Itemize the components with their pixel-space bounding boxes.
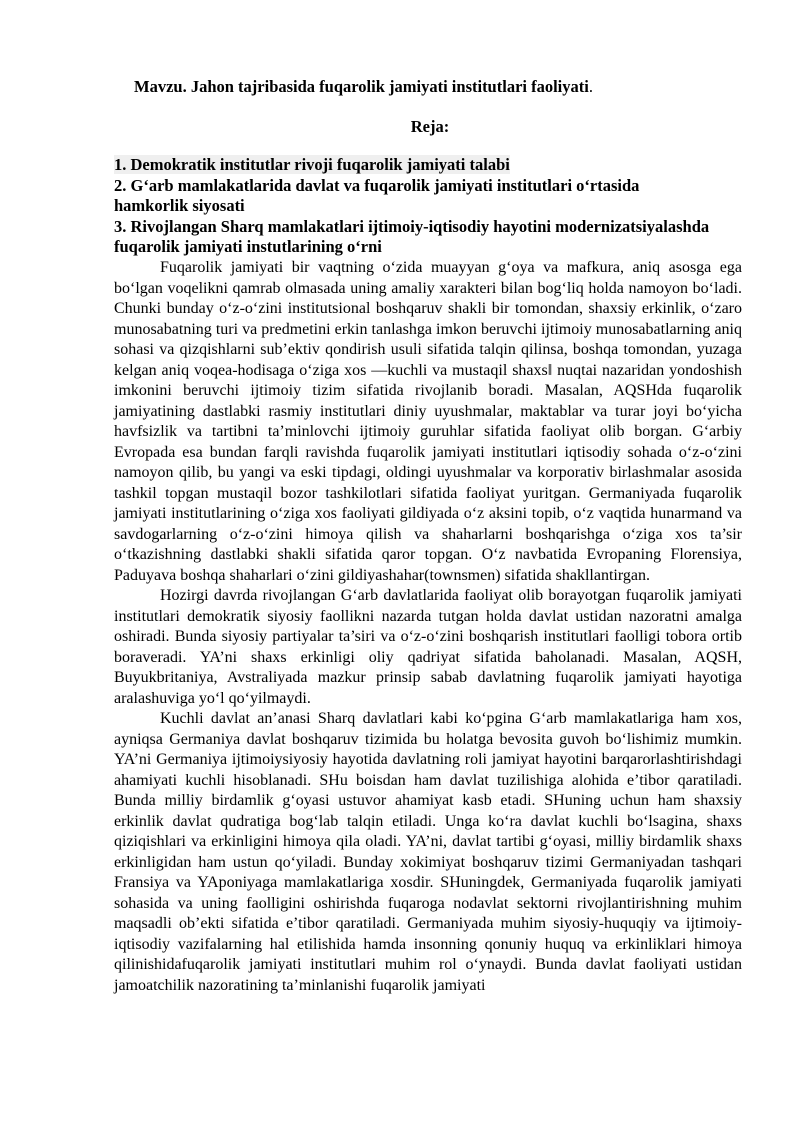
plan-item-3 bbox=[114, 217, 714, 258]
paragraph-3: Kuchli davlat an’anasi Sharq davlatlari kabi ko‘pgina G‘arb mamlakatlariga ham xos, ayniqsa Germaniya davlat boshqaruv tizimida bu holatga bevosita guvoh bo‘lishimiz mumkin. YA’ni Germaniya ijtimoiysiyosiy hayotida davlatning roli jamiyat hayotini barqarorlashtirishdagi ahamiyati kuchli hisoblanadi. SHu boisdan ham davlat tuzilishiga alohida e’tibor qaratiladi. Bunda milliy birdamlik g‘oyasi ustuvor ahamiyat kasb etadi. SHuning uchun ham shaxsiy erkinlik davlat qudratiga bog‘lab talqin etiladi. Unga ko‘ra davlat kuchli bo‘lsagina, shaxs qiziqishlari va erkinligini himoya qila oladi. YA’ni, davlat tartibi g‘oyasi, milliy birdamlik shaxs erkinligidan ham ustun qo‘yiladi. Bunday xokimiyat boshqaruv tizimi Germaniyadan tashqari Fransiya va YAponiyaga mamlakatlariga xosdir. SHuningdek, Germaniyada fuqarolik jamiyati sohasida va uning faolligini oshirishda fuqaroga nodavlat sektorni rivojlantirishning muhim maqsadli ob’ekti sifatida e’tibor qaratiladi. Germaniyada muhim siyosiy-huquqiy va ijtimoiy-iqtisodiy vazifalarning hal etilishida hamda insonning qonuniy huquq va erkinliklari himoya qilinishidafuqarolik jamiyati institutlari muhim rol o‘ynaydi. Bunda davlat faoliyati ustidan jamoatchilik nazoratining ta’minlanishi fuqarolik jamiyati bbox=[114, 710, 742, 994]
plan-item-text: 3. Rivojlangan Sharq mamlakatlari ijtimoiy-iqtisodiy hayotini modernizatsiyalashda fuqarolik jamiyati instutlarining o‘rni bbox=[114, 216, 710, 256]
paragraph-1: Fuqarolik jamiyati bir vaqtning o‘zida muayyan g‘oya va mafkura, aniq asosga ega bo‘lgan voqelikni qamrab olmasada uning amaliy xarakteri bilan bog‘liq holda namoyon bo‘ladi. Chunki bunday o‘z-o‘zini institutsional boshqaruv shakli bir tomondan, shaxsiy erkinlik, o‘zaro munosabatning turi va predmetini erkin tanlashga imkon beruvchi ijtimoiy munosabatlarning aniq sohasi va qizqishlarni sub’ektiv qondirish usuli sifatida talqin qilinsa, boshqa tomondan, yuzaga kelgan aniq voqea-hodisaga o‘ziga xos ―kuchli va mustaqil shaxs‖ nuqtai nazaridan yondoshish imkonini beruvchi ijtimoiy tizim sifatida rivojlanib boradi. Masalan, AQSHda fuqarolik jamiyatining dastlabki rasmiy institutlari diniy uyushmalar, maktablar va turar joyi bo‘yicha havfsizlik va tartibni ta’minlovchi ijtimoiy guruhlar sifatida faoliyat olib borgan. G‘arbiy Evropada esa bundan farqli ravishda fuqarolik jamiyati institutlari iqtisodiy sohada o‘z-o‘zini namoyon qilib, bu yangi va eski tipdagi, oldingi uyushmalar va korporativ birlashmalar asosida tashkil topgan mustaqil bozor tashkilotlari sifatida faoliyat yuritgan. Germaniyada fuqarolik jamiyati institutlarining o‘ziga xos faoliyati gildiyada o‘z aksini topib, o‘z vaqtida hunarmand va savdogarlarning o‘z-o‘zini himoya qilish va shaharlarni boshqarishga o‘ziga xos ta’sir o‘tkazishning dastlabki shakli sifatida qaror topgan. O‘z navbatida Evropaning Florensiya, Paduyava boshqa shaharlari o‘zini gildiyashahar(townsmen) sifatida shakllantirgan. bbox=[114, 259, 742, 584]
plan-item-text: 1. Demokratik institutlar rivoji fuqarolik jamiyati talabi bbox=[114, 155, 510, 174]
plan-item-text: 2. G‘arb mamlakatlarida davlat va fuqarolik jamiyati institutlari o‘rtasida hamkorlik siyosati bbox=[114, 175, 640, 215]
plan-heading: Reja: bbox=[410, 117, 450, 136]
body-text bbox=[114, 258, 742, 996]
topic-title-period: . bbox=[588, 77, 593, 96]
plan-item-2 bbox=[114, 176, 714, 217]
plan-list bbox=[114, 155, 714, 258]
topic-title bbox=[134, 76, 734, 98]
plan-item-1 bbox=[114, 155, 714, 176]
topic-title-text: Mavzu. Jahon tajribasida fuqarolik jamiyati institutlari faoliyati bbox=[134, 77, 589, 96]
paragraph-2: Hozirgi davrda rivojlangan G‘arb davlatlarida faoliyat olib borayotgan fuqarolik jamiyati institutlari demokratik siyosiy faollikni nazarda tutgan holda davlat ustidan nazoratni amalga oshiradi. Bunda siyosiy partiyalar ta’siri va o‘z-o‘zini boshqarish institutlari faolligi tobora ortib boraveradi. YA’ni shaxs erkinligi oliy qadriyat sifatida baholanadi. Masalan, AQSH, Buyukbritaniya, Avstraliyada mazkur prinsip sabab davlatning fuqarolik jamiyati hayotiga aralashuviga yo‘l qo‘yilmaydi. bbox=[114, 587, 742, 707]
